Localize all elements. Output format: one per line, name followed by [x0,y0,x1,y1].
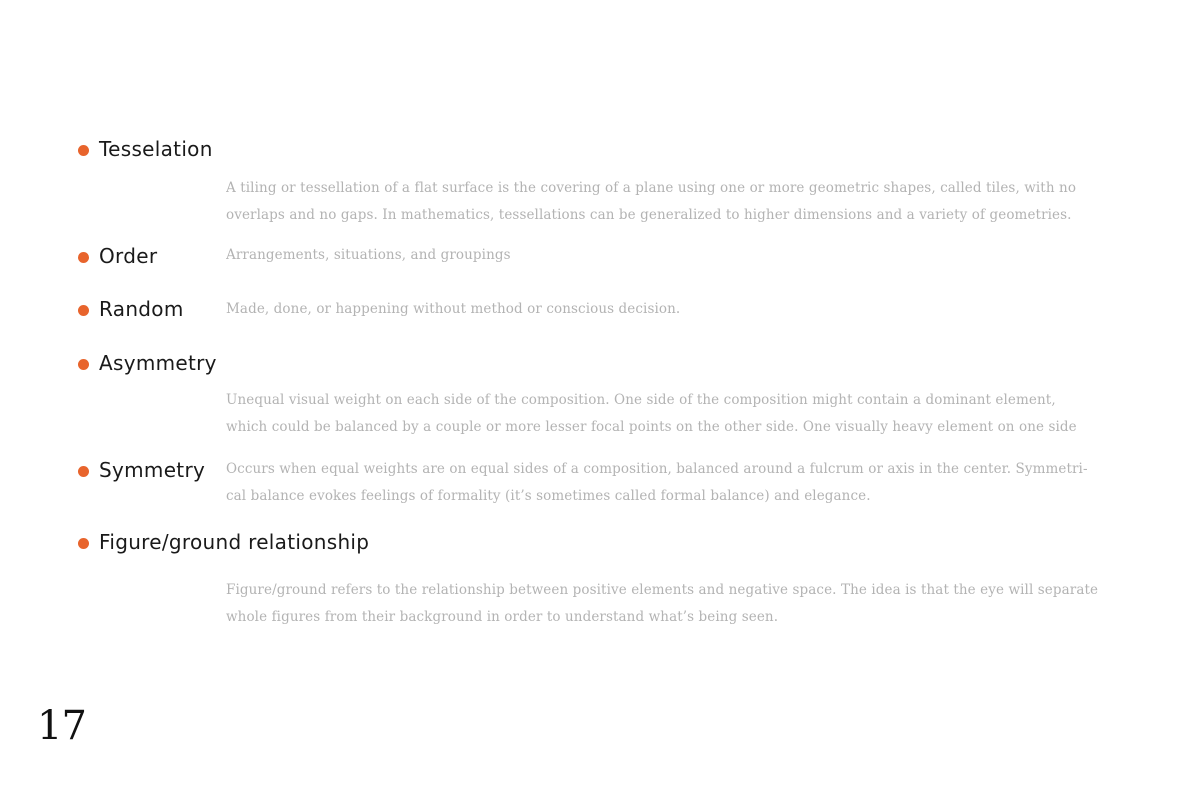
term-description-tesselation [226,175,1122,229]
description-line: Unequal visual weight on each side of the composition. One side of the composition might contain a dominant element, [226,392,1056,408]
description-line: A tiling or tessellation of a flat surface is the covering of a plane using one or more geometric shapes, called tiles, with no [226,180,1077,196]
description-line: Arrangements, situations, and groupings [226,247,511,263]
bullet-dot-icon [78,305,89,316]
term-description-order [226,242,1122,269]
term-title: Symmetry [99,458,206,482]
description-line: cal balance evokes feelings of formality (it’s sometimes called formal balance) and elegance. [226,488,871,504]
description-line: overlaps and no gaps. In mathematics, tessellations can be generalized to higher dimensions and a variety of geometries. [226,207,1072,223]
term-figure-ground [78,530,369,554]
term-symmetry [78,458,205,482]
description-line: Made, done, or happening without method or conscious decision. [226,301,681,317]
term-description-symmetry [226,456,1122,510]
term-description-random [226,296,1122,323]
description-line: Figure/ground refers to the relationship between positive elements and negative space. The idea is that the eye will separate [226,582,1099,598]
term-random [78,297,184,321]
bullet-dot-icon [78,359,89,370]
term-title: Random [99,297,184,321]
term-tesselation [78,137,213,161]
term-order [78,244,157,268]
term-asymmetry [78,351,217,375]
description-line: Occurs when equal weights are on equal sides of a composition, balanced around a fulcrum or axis in the center. Symmetri- [226,461,1088,477]
bullet-dot-icon [78,252,89,263]
bullet-dot-icon [78,538,89,549]
term-description-asymmetry [226,387,1122,441]
description-line: which could be balanced by a couple or more lesser focal points on the other side. One visually heavy element on one side [226,419,1077,435]
description-line: whole figures from their background in order to understand what’s being seen. [226,609,779,625]
term-title: Tesselation [99,137,213,161]
term-title: Order [99,244,158,268]
page-number: 17 [37,703,86,749]
bullet-dot-icon [78,466,89,477]
term-description-figure-ground [226,577,1122,631]
term-title: Figure/ground relationship [99,530,370,554]
bullet-dot-icon [78,145,89,156]
term-title: Asymmetry [99,351,217,375]
